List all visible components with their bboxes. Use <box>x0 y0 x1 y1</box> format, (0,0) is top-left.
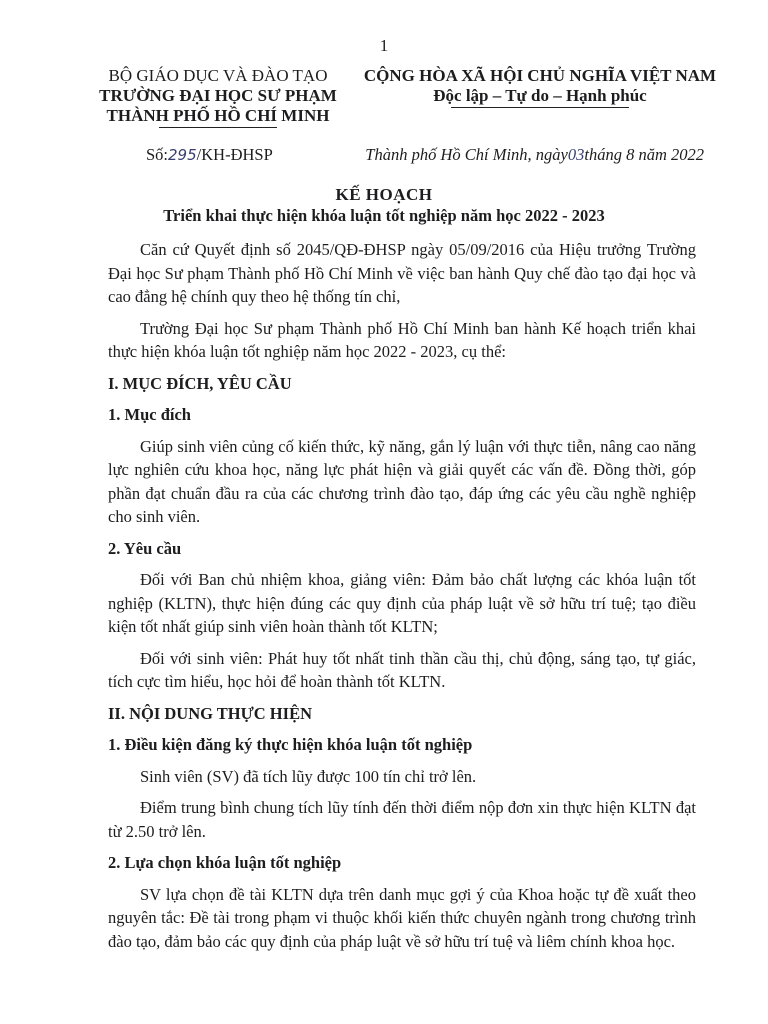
page-number: 1 <box>379 36 389 55</box>
document-number <box>146 145 273 165</box>
paragraph-requirements-students: Đối với sinh viên: Phát huy tốt nhất tinh thần cầu thị, chủ động, sáng tạo, tự giác, tích cực tìm hiểu, học hỏi để hoàn thành tốt KLTN. <box>108 648 696 691</box>
header-left-underline <box>159 127 277 128</box>
national-motto: Độc lập – Tự do – Hạnh phúc <box>433 86 647 105</box>
date-suffix: tháng 8 năm 2022 <box>584 145 704 164</box>
subsection-heading-selection: 2. Lựa chọn khóa luận tốt nghiệp <box>108 853 342 872</box>
paragraph-purpose: Giúp sinh viên củng cố kiến thức, kỹ năng, gắn lý luận với thực tiễn, nâng cao năng lực nghiên cứu khoa học, năng lực phát hiện và giải quyết các vấn đề. Đồng thời, góp phần đạt chuẩn đầu ra của các chương trình đào tạo, đáp ứng các yêu cầu nghề nghiệp cho sinh viên. <box>108 436 696 526</box>
subsection-heading-purpose: 1. Mục đích <box>108 405 191 424</box>
school-name-line1: TRƯỜNG ĐẠI HỌC SƯ PHẠM <box>99 86 337 105</box>
date-day-handwritten: 03 <box>567 145 585 164</box>
date-prefix: Thành phố Hồ Chí Minh, ngày <box>365 145 568 164</box>
ministry-name: BỘ GIÁO DỤC VÀ ĐÀO TẠO <box>108 66 328 85</box>
document-type: KẾ HOẠCH <box>335 185 433 204</box>
section-heading-2: II. NỘI DUNG THỰC HIỆN <box>108 703 312 723</box>
paragraph-eligibility-gpa: Điểm trung bình chung tích lũy tính đến thời điểm nộp đơn xin thực hiện KLTN đạt từ 2.50 trở lên. <box>108 798 696 841</box>
issue-date <box>356 145 704 165</box>
school-name-line2: THÀNH PHỐ HỒ CHÍ MINH <box>106 106 330 125</box>
paragraph-legal-basis: Căn cứ Quyết định số 2045/QĐ-ĐHSP ngày 05/09/2016 của Hiệu trưởng Trường Đại học Sư phạm Thành phố Hồ Chí Minh về việc ban hành Quy chế đào tạo đại học và cao đẳng hệ chính quy theo hệ thống tín chỉ, <box>108 240 696 306</box>
paragraph-requirements-faculty: Đối với Ban chủ nhiệm khoa, giảng viên: Đảm bảo chất lượng các khóa luận tốt nghiệp (KLTN), thực hiện đúng các quy định của pháp luật về sở hữu trí tuệ; tạo điều kiện tốt nhất giúp sinh viên hoàn thành tốt KLTN; <box>108 570 696 636</box>
subsection-heading-requirements: 2. Yêu cầu <box>108 538 182 558</box>
paragraph-intro: Trường Đại học Sư phạm Thành phố Hồ Chí Minh ban hành Kế hoạch triển khai thực hiện khóa luận tốt nghiệp năm học 2022 - 2023, cụ thể: <box>108 318 696 361</box>
national-heading <box>352 66 728 108</box>
doc-no-handwritten: 295 <box>168 146 197 164</box>
doc-no-prefix: Số: <box>146 145 169 164</box>
document-subject: Triển khai thực hiện khóa luận tốt nghiệp năm học 2022 - 2023 <box>163 206 605 225</box>
section-heading-1: I. MỤC ĐÍCH, YÊU CẦU <box>108 373 292 393</box>
paragraph-eligibility-credits: Sinh viên (SV) đã tích lũy được 100 tín chỉ trở lên. <box>140 766 477 786</box>
subsection-heading-eligibility: 1. Điều kiện đăng ký thực hiện khóa luận tốt nghiệp <box>108 735 473 754</box>
issuing-authority <box>80 66 356 128</box>
paragraph-selection: SV lựa chọn đề tài KLTN dựa trên danh mục gợi ý của Khoa hoặc tự đề xuất theo nguyên tắc: Đề tài trong phạm vi thuộc khối kiến thức chuyên ngành trong chương trình đào tạo, đảm bảo các quy định của pháp luật về sở hữu trí tuệ và liêm chính khoa học. <box>108 884 696 951</box>
document-body <box>108 238 696 961</box>
header-right-underline <box>451 107 629 108</box>
doc-no-suffix: /KH-ĐHSP <box>196 145 273 164</box>
nation-name: CỘNG HÒA XÃ HỘI CHỦ NGHĨA VIỆT NAM <box>363 66 717 85</box>
